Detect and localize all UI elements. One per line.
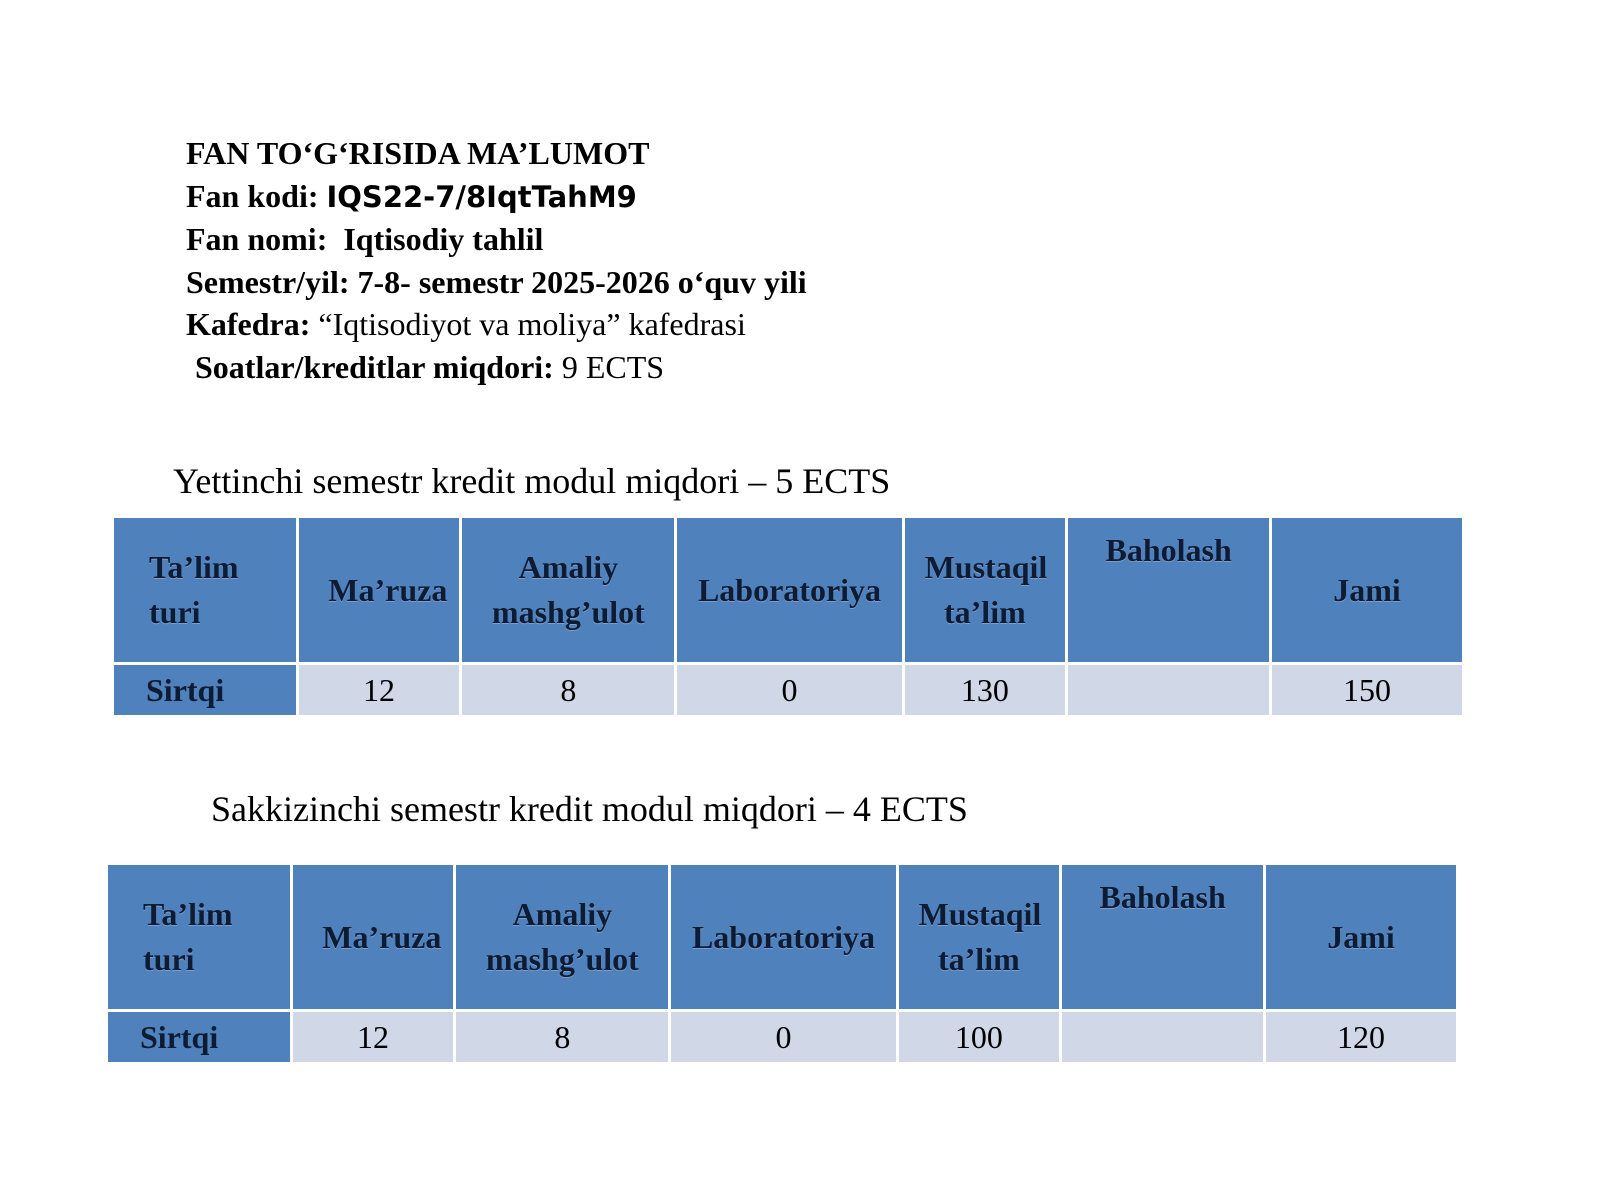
col-header-amaliy: Amaliy mashg’ulot <box>462 518 674 662</box>
sem8-title: Sakkizinchi semestr kredit modul miqdori – 4 ECTS <box>211 789 968 829</box>
col-header-laboratoriya: Laboratoriya <box>671 865 895 1009</box>
course-code-row <box>186 175 807 219</box>
table-row <box>108 1012 1456 1062</box>
col-header-amaliy: Amaliy mashg’ulot <box>456 865 668 1009</box>
row-label-sirtqi: Sirtqi <box>114 665 296 715</box>
sem8-table <box>105 862 1459 1065</box>
table-row <box>114 665 1462 715</box>
cell-mustaqil: 130 <box>905 665 1066 715</box>
hours-label: Soatlar/kreditlar miqdori: <box>195 348 554 385</box>
cell-jami: 150 <box>1272 665 1462 715</box>
col-header-maruza: Ma’ruza <box>293 865 454 1009</box>
cell-laboratoriya: 0 <box>671 1012 895 1062</box>
cell-mustaqil: 100 <box>899 1012 1060 1062</box>
course-name-value: Iqtisodiy tahlil <box>343 221 544 257</box>
row-label-sirtqi: Sirtqi <box>108 1012 290 1062</box>
cell-amaliy: 8 <box>462 665 674 715</box>
cell-maruza: 12 <box>299 665 460 715</box>
course-name-row <box>186 218 807 261</box>
sem7-table <box>111 515 1465 718</box>
col-header-mustaqil: Mustaqil ta’lim <box>899 865 1060 1009</box>
info-heading: FAN TO‘G‘RISIDA MA’LUMOT <box>186 135 650 171</box>
hours-value: 9 ECTS <box>561 348 665 385</box>
col-header-jami: Jami <box>1266 865 1456 1009</box>
col-header-laboratoriya: Laboratoriya <box>677 518 901 662</box>
col-header-mustaqil: Mustaqil ta’lim <box>905 518 1066 662</box>
col-header-maruza: Ma’ruza <box>299 518 460 662</box>
cell-maruza: 12 <box>293 1012 454 1062</box>
department-value: “Iqtisodiyot va moliya” kafedrasi <box>318 306 746 342</box>
cell-baholash <box>1062 1012 1263 1062</box>
department-row <box>186 303 807 346</box>
table-header-row <box>114 518 1462 662</box>
course-code-value: IQS22-7/8IqtTahM9 <box>326 179 637 214</box>
sem7-title: Yettinchi semestr kredit modul miqdori – 5 ECTS <box>173 461 891 501</box>
col-header-baholash: Baholash <box>1068 518 1269 662</box>
cell-baholash <box>1068 665 1269 715</box>
cell-jami: 120 <box>1266 1012 1456 1062</box>
course-info <box>186 132 807 388</box>
course-name-label: Fan nomi: <box>186 221 328 257</box>
col-header-baholash: Baholash <box>1062 865 1263 1009</box>
cell-amaliy: 8 <box>456 1012 668 1062</box>
col-header-talim-turi: Ta’lim turi <box>114 518 296 662</box>
department-label: Kafedra: <box>186 306 311 342</box>
course-code-label: Fan kodi: <box>186 177 319 214</box>
table-header-row <box>108 865 1456 1009</box>
col-header-talim-turi: Ta’lim turi <box>108 865 290 1009</box>
semester-row: Semestr/yil: 7-8- semestr 2025-2026 o‘quv yili <box>186 263 807 300</box>
col-header-jami: Jami <box>1272 518 1462 662</box>
hours-row <box>186 346 807 389</box>
cell-laboratoriya: 0 <box>677 665 901 715</box>
